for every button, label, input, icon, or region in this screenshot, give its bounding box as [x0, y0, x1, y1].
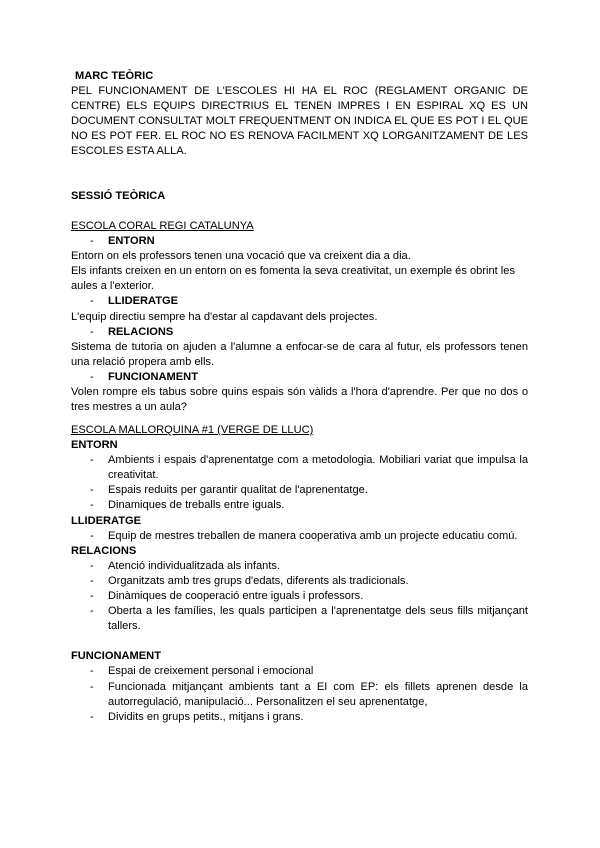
relacions-item: - Organitzats amb tres grups d'edats, diferents als tradicionals. — [90, 574, 409, 587]
relacions-subheading: - RELACIONS — [90, 325, 174, 338]
escola-mallorquina-section — [71, 423, 528, 725]
funcionament-heading: FUNCIONAMENT — [71, 650, 161, 663]
escola-coral-name: ESCOLA CORAL REGI CATALUNYA — [71, 220, 254, 232]
entorn-subheading: - ENTORN — [90, 235, 155, 248]
entorn-text-1: Entorn on els professors tenen una vocació que va creixent dia a dia. — [71, 250, 411, 263]
relacions-item: - Atenció individualitzada als infants. — [90, 559, 281, 572]
relacions-item: - Dinàmiques de cooperació entre iguals i professors. — [90, 590, 364, 603]
relacions-heading: RELACIONS — [71, 544, 137, 557]
marc-teoric-section — [71, 69, 528, 160]
funcionament-item: - Dividits en grups petits., mitjans i grans. — [90, 710, 304, 723]
funcionament-item: - Espai de creixement personal i emocional — [90, 665, 314, 678]
relacions-text-1: Sistema de tutoria on ajuden a l'alumne a enfocar-se de cara al futur, els professors tenen una relació propera amb ells. — [71, 340, 528, 368]
marc-teoric-text: PEL FUNCIONAMENT DE L'ESCOLES HI HA EL ROC (REGLAMENT ORGANIC DE CENTRE) ELS EQUIPS DIRECTRIUS EL TENEN IMPRES I EN ESPIRAL XQ ES UN DOCUMENT CONSULTAT MOLT FREQUENTMENT ON INDICA EL QUE ES POT I EL QUE NO ES POT FER. EL ROC NO ES RENOVA FACILMENT XQ LORGANITZAMENT DE LES ESCOLES ESTA ALLA. — [71, 85, 528, 158]
entorn-item: - Ambients i espais d'aprenentatge com a metodologia. Mobiliari variat que impulsa la creativitat. — [90, 454, 528, 482]
entorn-text-2: Els infants creixen en un entorn on es fomenta la seva creativitat, un exemple és obrint les aules a l'exterior. — [71, 265, 515, 293]
lideratge-heading: LLIDERATGE — [71, 514, 142, 527]
relacions-item: - Oberta a les famílies, les quals participen a l'aprenentatge dels seus fills mitjançant tallers. — [90, 605, 528, 633]
lideratge-text-1: L'equip directiu sempre ha d'estar al capdavant dels projectes. — [71, 310, 378, 323]
lideratge-item: - Equip de mestres treballen de manera cooperativa amb un projecte educatiu comú. — [90, 529, 518, 542]
entorn-heading: ENTORN — [71, 439, 118, 452]
entorn-item: - Espais reduits per garantir qualitat de l'aprenentatge. — [90, 484, 368, 497]
funcionament-item: - Funcionada mitjançant ambients tant a EI com EP: els fillets aprenen desde la autorregulació, manipulació... Personalitzen el seu aprenentatge, — [90, 680, 528, 708]
sessio-teorica-heading — [71, 189, 528, 204]
funcionament-subheading: - FUNCIONAMENT — [90, 370, 198, 383]
entorn-item: - Dinamiques de treballs entre iguals. — [90, 499, 285, 512]
escola-coral-section — [71, 219, 528, 415]
sessio-teorica-title: SESSIÓ TEÒRICA — [71, 190, 166, 202]
funcionament-text-1: Volen rompre els tabus sobre quins espais són vàlids a l'hora d'aprendre. Per que no dos o tres mestres a un aula? — [71, 386, 528, 414]
marc-teoric-title: MARC TEÒRIC — [75, 70, 154, 82]
escola-mallorquina-name: ESCOLA MALLORQUINA #1 (VERGE DE LLUC) — [71, 424, 314, 436]
lideratge-subheading: - LLIDERATGE — [90, 295, 179, 308]
